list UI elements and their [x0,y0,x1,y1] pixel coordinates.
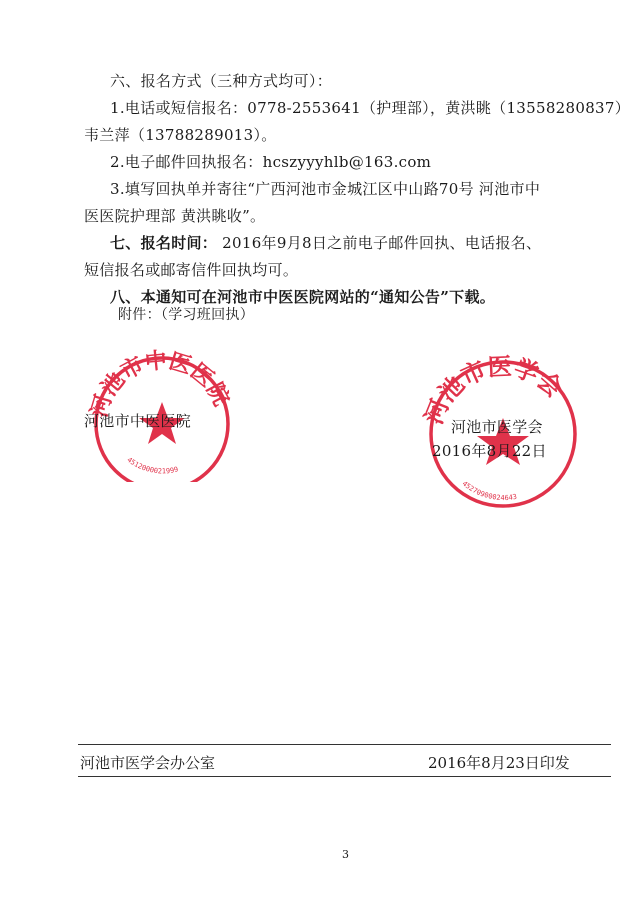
seal-right-code: 45270900024643 [460,479,518,503]
attachment-note: 附件：（学习班回执） [118,307,254,323]
section-6-item-3-line-2: 医医院护理部 黄洪眺收”。 [84,207,266,225]
section-7-line-2: 短信报名或邮寄信件回执均可。 [84,261,299,279]
footer-office: 河池市医学会办公室 [80,754,216,772]
section-7-label: 七、报名时间： [110,234,218,252]
section-7-line-1 [110,232,541,253]
page-number: 3 [342,848,349,861]
section-6-item-3-line-1: 3.填写回执单并寄往“广西河池市金城江区中山路70号 河池市中 [110,180,541,198]
seal-left-code: 4512000021999 [125,455,180,476]
section-6-item-2: 2.电子邮件回执报名：hcszyyyhlb@163.com [110,153,432,171]
svg-text:4512000021999 [125,456,179,476]
section-6-item-1-line-2: 韦兰萍（13788289013）。 [84,126,277,144]
section-7-text: 2016年9月8日之前电子邮件回执、电话报名、 [217,234,542,252]
footer-print-date: 2016年8月23日印发 [428,754,570,772]
seal-right-arc-text: 河池市医学会 [418,351,569,429]
signature-right-date: 2016年8月22日 [432,442,547,460]
section-6-item-1-line-1: 1.电话或短信报名：0778-2553641（护理部），黄洪眺（13558280837） [110,99,631,117]
footer-bottom-rule [78,776,611,777]
seal-left-arc-text: 河池市中医医院 [86,347,235,421]
section-6-heading: 六、报名方式（三种方式均可）： [110,72,333,90]
signature-left-org: 河池市中医医院 [84,412,192,430]
section-8-line: 八、本通知可在河池市中医医院网站的“通知公告”下载。 [110,288,496,306]
footer-top-rule [78,744,611,745]
signature-right-org: 河池市医学会 [451,418,543,436]
